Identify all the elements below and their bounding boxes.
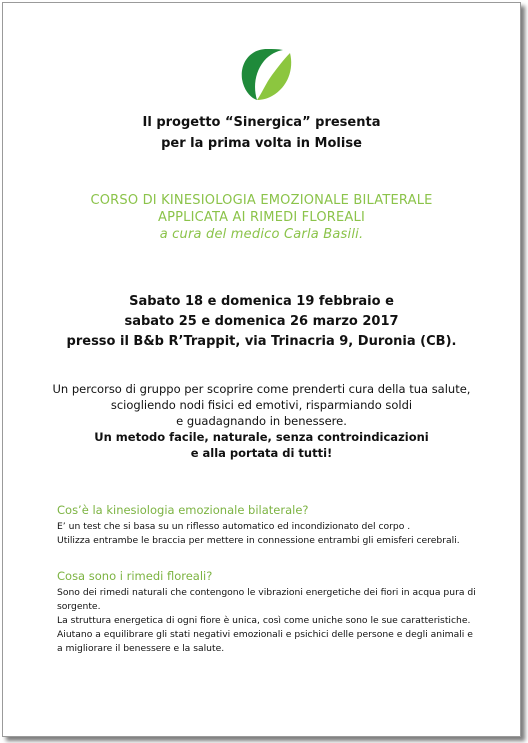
faq-2-line-1: Sono dei rimedi naturali che contengono le vibrazioni energetiche dei fiori in acqua pura di sorgente. (57, 587, 476, 612)
faq-1-line-1: E’ un test che si basa su un riflesso automatico ed incondizionato del corpo . (57, 521, 411, 532)
dates-line-2: sabato 25 e domenica 26 marzo 2017 (124, 314, 399, 329)
course-title-line-2: APPLICATA AI RIMEDI FLOREALI (157, 210, 365, 225)
intro-block (3, 112, 520, 154)
description-line-1: Un percorso di gruppo per scoprire come prenderti cura della tua salute, (52, 382, 471, 396)
intro-line-2: per la prima volta in Molise (161, 136, 362, 151)
description-line-3: e guadagnando in benessere. (176, 414, 347, 428)
course-title-block (3, 192, 520, 243)
faq-2-line-2: La struttura energetica di ogni fiore è unica, così come uniche sono le sue caratteristiche. (57, 615, 471, 626)
dates-block (3, 292, 520, 352)
faq-1-line-2: Utilizza entrambe le braccia per mettere in connessione entrambi gli emisferi cerebrali. (57, 535, 460, 546)
dates-line-1: Sabato 18 e domenica 19 febbraio e (129, 294, 394, 309)
faq-section-floral-remedies (57, 569, 477, 656)
intro-line-1: Il progetto “Sinergica” presenta (142, 115, 381, 130)
faq-2-line-3: Aiutano a equilibrare gli stati negativi emozionali e psichici delle persone e degli animali e a migliorare il benessere e la salute. (57, 629, 473, 654)
description-block (3, 381, 520, 461)
leaf-logo-icon (236, 45, 298, 103)
course-title-line-1: CORSO DI KINESIOLOGIA EMOZIONALE BILATERALE (90, 193, 433, 208)
description-highlight-2: e alla portata di tutti! (190, 446, 333, 460)
description-highlight-1: Un metodo facile, naturale, senza controindicazioni (94, 430, 429, 444)
course-curator: a cura del medico Carla Basili. (159, 227, 364, 242)
flyer-page (2, 2, 521, 737)
faq-section-kinesiology (57, 503, 477, 548)
location-line: presso il B&b R’Trappit, via Trinacria 9, Duronia (CB). (66, 334, 457, 349)
faq-question-2: Cosa sono i rimedi floreali? (57, 569, 213, 583)
description-line-2: sciogliendo nodi fisici ed emotivi, risparmiando soldi (110, 398, 413, 412)
faq-question-1: Cos’è la kinesiologia emozionale bilaterale? (57, 503, 309, 517)
